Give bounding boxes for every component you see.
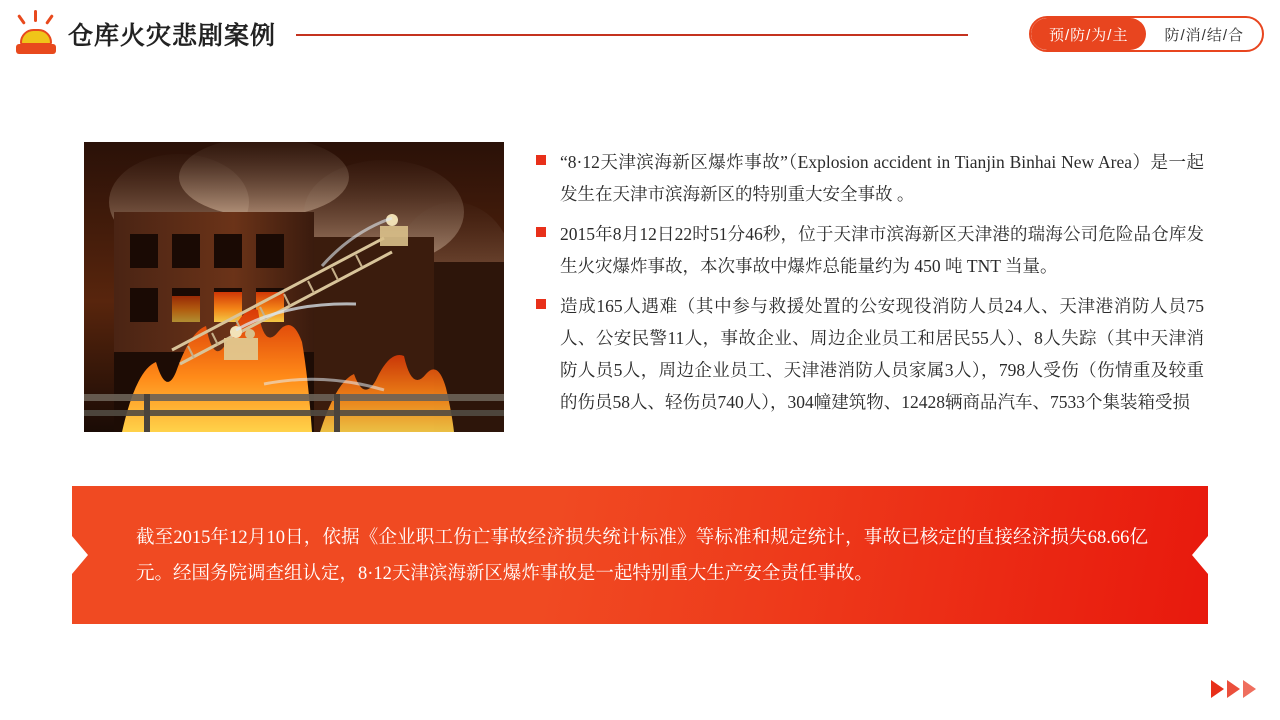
- list-item: [536, 290, 1204, 418]
- summary-banner: [72, 486, 1208, 624]
- header-divider: [296, 34, 968, 36]
- bullet-text: 造成165人遇难（其中参与救援处置的公安现役消防人员24人、天津港消防人员75人、公安民警11人，事故企业、周边企业员工和居民55人）、8人失踪（其中天津消防人员5人，周边企业员工、天津港消防人员家属3人），798人受伤（伤情重及较重的伤员58人、轻伤员740人），304幢建筑物、12428辆商品汽车、7533个集装箱受损: [560, 296, 1204, 412]
- banner-text: 截至2015年12月10日，依据《企业职工伤亡事故经济损失统计标准》等标准和规定统计，事故已核定的直接经济损失68.66亿元。经国务院调查组认定，8·12天津滨海新区爆炸事故是一起特别重大生产安全责任事故。: [136, 528, 1148, 584]
- page-title: 仓库火灾悲剧案例: [68, 22, 277, 50]
- bullet-text: 2015年8月12日22时51分46秒，位于天津市滨海新区天津港的瑞海公司危险品仓库发生火灾爆炸事故，本次事故中爆炸总能量约为 450 吨 TNT 当量。: [560, 224, 1204, 276]
- bullet-list: [536, 146, 1204, 426]
- nav-tab-prevention-first[interactable]: 预/防/为/主: [1031, 18, 1147, 50]
- list-item: [536, 218, 1204, 282]
- triple-chevron-right-icon: [1208, 680, 1256, 698]
- fire-scene-illustration: [84, 142, 504, 432]
- bullet-square-icon: [536, 227, 546, 237]
- banner-notch-left: [72, 536, 88, 574]
- slide-header: [0, 0, 1280, 66]
- nav-pill-group[interactable]: [1029, 16, 1264, 52]
- bullet-square-icon: [536, 299, 546, 309]
- bullet-text: “8·12天津滨海新区爆炸事故”（Explosion accident in Tianjin Binhai New Area）是一起发生在天津市滨海新区的特别重大安全事故 。: [560, 152, 1204, 204]
- fire-scene-photo: [84, 142, 504, 432]
- banner-notch-right: [1192, 536, 1208, 574]
- nav-tab-prevention-combined[interactable]: 防/消/结/合: [1164, 26, 1244, 44]
- bullet-square-icon: [536, 155, 546, 165]
- list-item: [536, 146, 1204, 210]
- siren-icon: [14, 10, 58, 56]
